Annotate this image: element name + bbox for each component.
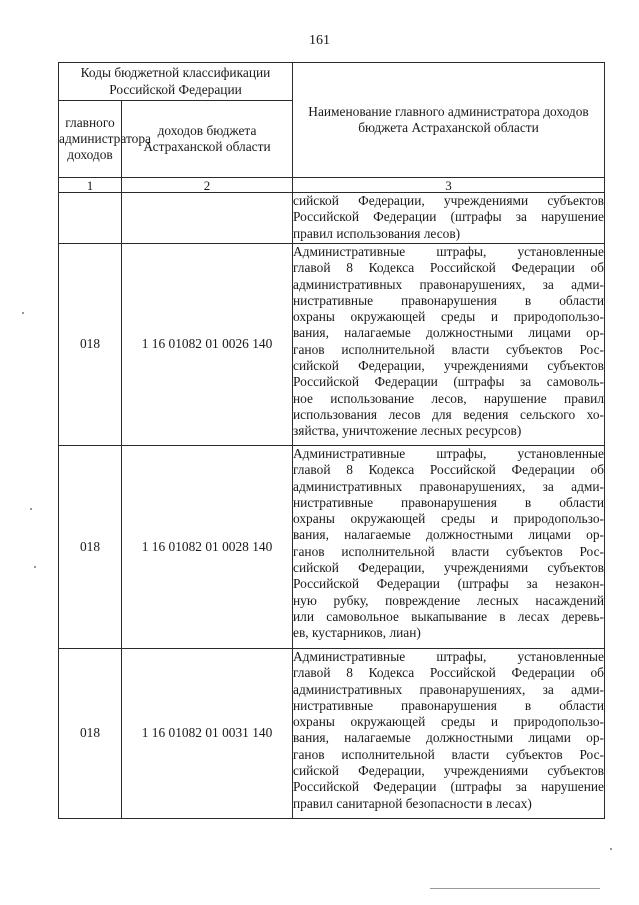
header-income-code: доходов бюджета Астраханской области <box>122 101 293 178</box>
income-code-cell <box>122 193 293 244</box>
description-line: Административные штрафы, установленные <box>293 244 604 259</box>
description-line: использования лесов для ведения сельского хо- <box>293 406 604 422</box>
header-main-administrator: главного администратора доходов <box>59 101 122 178</box>
admin-code-cell: 018 <box>59 244 122 446</box>
table-row <box>59 244 605 446</box>
table-header-row <box>59 63 605 101</box>
description-line: сийской Федерации, учреждениями субъектов <box>293 358 604 374</box>
admin-code-cell <box>59 193 122 244</box>
description-line: главой 8 Кодекса Российской Федерации об <box>293 462 604 478</box>
description-line: Российской Федерации (штрафы за нарушение <box>293 779 604 795</box>
description-line: сийской Федерации, учреждениями субъектов <box>293 193 604 208</box>
description-line: Российской Федерации (штрафы за незакон- <box>293 576 604 592</box>
description-line: ев, кустарников, лиан) <box>293 625 421 641</box>
description-line: правил санитарной безопасности в лесах) <box>293 795 532 811</box>
description-line: ное использование лесов, нарушение правил <box>293 390 604 406</box>
description-line: административных правонарушениях, за адми- <box>293 478 604 494</box>
column-number: 1 <box>59 178 122 193</box>
header-codes-group: Коды бюджетной классификации Российской Федерации <box>59 63 293 101</box>
description-line: Административные штрафы, установленные <box>293 649 604 664</box>
description-line: вания, налагаемые должностными лицами ор- <box>293 325 604 341</box>
income-code-cell: 1 16 01082 01 0028 140 <box>122 446 293 649</box>
budget-codes-table <box>58 62 605 819</box>
column-number: 2 <box>122 178 293 193</box>
scan-speck <box>22 312 24 314</box>
table-row <box>59 446 605 649</box>
description-line: вания, налагаемые должностными лицами ор- <box>293 527 604 543</box>
scan-speck <box>34 566 36 568</box>
description-line: административных правонарушениях, за адми- <box>293 681 604 697</box>
description-line: нистративные правонарушения в области <box>293 494 604 510</box>
column-number: 3 <box>293 178 605 193</box>
description-line: ганов исполнительной власти субъектов Рос- <box>293 746 604 762</box>
description-cell <box>293 244 605 446</box>
description-cell <box>293 446 605 649</box>
description-line: ганов исполнительной власти субъектов Рос- <box>293 341 604 357</box>
scan-speck <box>610 848 612 850</box>
income-code-cell: 1 16 01082 01 0026 140 <box>122 244 293 446</box>
description-line: Российской Федерации (штрафы за нарушение <box>293 209 604 225</box>
description-cell <box>293 649 605 819</box>
table-row <box>59 193 605 244</box>
description-line: зяйства, уничтожение лесных ресурсов) <box>293 423 522 439</box>
description-line: ганов исполнительной власти субъектов Рос- <box>293 543 604 559</box>
description-line: главой 8 Кодекса Российской Федерации об <box>293 665 604 681</box>
description-line: Административные штрафы, установленные <box>293 446 604 461</box>
scan-speck <box>30 508 32 510</box>
description-line: или самовольное выкапывание в лесах деревь- <box>293 608 604 624</box>
description-line: ную рубку, повреждение лесных насаждений <box>293 592 604 608</box>
description-line: административных правонарушениях, за адми- <box>293 276 604 292</box>
page-number: 161 <box>309 33 330 48</box>
column-number-row <box>59 178 605 193</box>
footer-rule <box>430 888 600 889</box>
admin-code-cell: 018 <box>59 446 122 649</box>
description-line: главой 8 Кодекса Российской Федерации об <box>293 260 604 276</box>
description-line: Российской Федерации (штрафы за самоволь- <box>293 374 604 390</box>
description-line: нистративные правонарушения в области <box>293 697 604 713</box>
header-administrator-name: Наименование главного администратора доходов бюджета Астраханской области <box>293 63 605 178</box>
income-code-cell: 1 16 01082 01 0031 140 <box>122 649 293 819</box>
admin-code-cell: 018 <box>59 649 122 819</box>
description-line: охраны окружающей среды и природопользо- <box>293 309 604 325</box>
description-line: вания, налагаемые должностными лицами ор- <box>293 730 604 746</box>
description-line: правил использования лесов) <box>293 225 461 241</box>
description-line: сийской Федерации, учреждениями субъектов <box>293 763 604 779</box>
description-line: сийской Федерации, учреждениями субъектов <box>293 560 604 576</box>
description-cell <box>293 193 605 244</box>
description-line: охраны окружающей среды и природопользо- <box>293 511 604 527</box>
description-line: охраны окружающей среды и природопользо- <box>293 714 604 730</box>
description-line: нистративные правонарушения в области <box>293 292 604 308</box>
table-row <box>59 649 605 819</box>
